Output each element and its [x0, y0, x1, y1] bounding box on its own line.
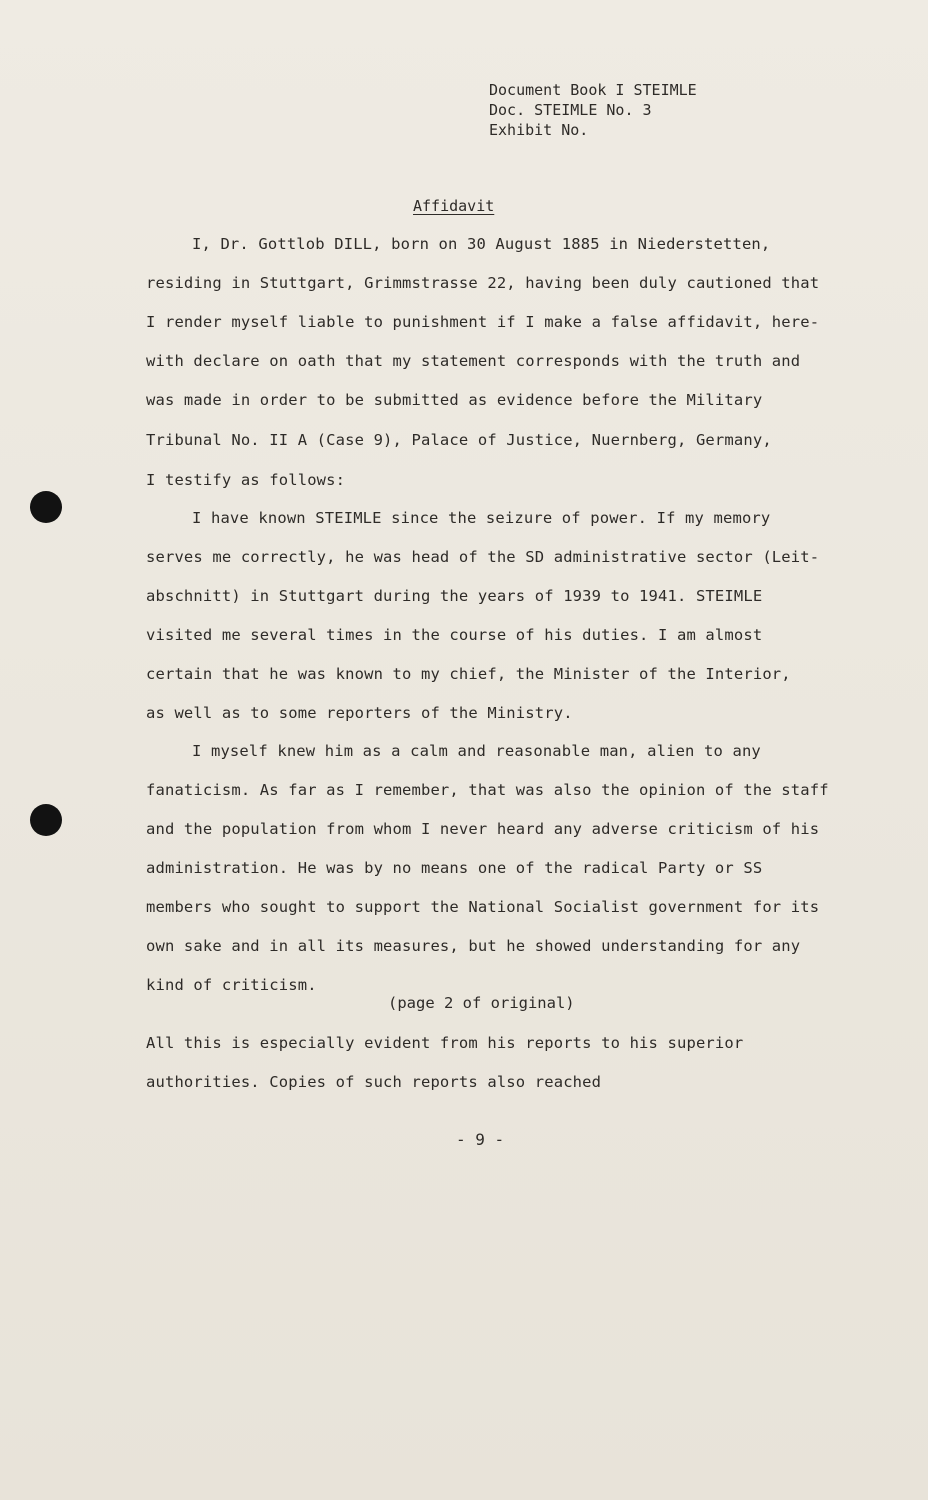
body-line-14: I myself knew him as a calm and reasonable man, alien to any — [192, 742, 761, 760]
body-line-17: administration. He was by no means one of the radical Party or SS — [146, 859, 763, 877]
header-exhibit-number: Exhibit No. — [489, 121, 589, 139]
binder-hole-top — [30, 491, 62, 523]
body-line-4: with declare on oath that my statement corresponds with the truth and — [146, 352, 801, 370]
body-line-13: as well as to some reporters of the Ministry. — [146, 704, 573, 722]
body-line-1: I, Dr. Gottlob DILL, born on 30 August 1885 in Niederstetten, — [192, 235, 771, 253]
document-title: Affidavit — [413, 197, 495, 215]
body-line-11: visited me several times in the course of his duties. I am almost — [146, 626, 763, 644]
body-line-9: serves me correctly, he was head of the SD administrative sector (Leit- — [146, 548, 820, 566]
body-line-8: I have known STEIMLE since the seizure of power. If my memory — [192, 509, 771, 527]
body-line-2: residing in Stuttgart, Grimmstrasse 22, having been duly cautioned that — [146, 274, 820, 292]
document-header — [489, 80, 697, 140]
body-line-3: I render myself liable to punishment if I make a false affidavit, here- — [146, 313, 820, 331]
body-line-19: own sake and in all its measures, but he showed understanding for any — [146, 937, 801, 955]
page-number: - 9 - — [456, 1130, 505, 1149]
body-line-12: certain that he was known to my chief, the Minister of the Interior, — [146, 665, 791, 683]
binder-hole-bottom — [30, 804, 62, 836]
body-line-16: and the population from whom I never heard any adverse criticism of his — [146, 820, 820, 838]
body-line-22: authorities. Copies of such reports also reached — [146, 1073, 602, 1091]
body-line-15: fanaticism. As far as I remember, that was also the opinion of the staff — [146, 781, 829, 799]
body-line-6: Tribunal No. II A (Case 9), Palace of Justice, Nuernberg, Germany, — [146, 431, 772, 449]
page-of-original-note: (page 2 of original) — [388, 994, 575, 1012]
body-line-18: members who sought to support the National Socialist government for its — [146, 898, 820, 916]
body-line-21: All this is especially evident from his reports to his superior — [146, 1034, 744, 1052]
body-line-20: kind of criticism. — [146, 976, 317, 994]
body-line-5: was made in order to be submitted as evidence before the Military — [146, 391, 763, 409]
body-line-10: abschnitt) in Stuttgart during the years of 1939 to 1941. STEIMLE — [146, 587, 763, 605]
header-doc-number: Doc. STEIMLE No. 3 — [489, 101, 652, 119]
body-line-7: I testify as follows: — [146, 471, 346, 489]
header-document-book: Document Book I STEIMLE — [489, 81, 697, 99]
